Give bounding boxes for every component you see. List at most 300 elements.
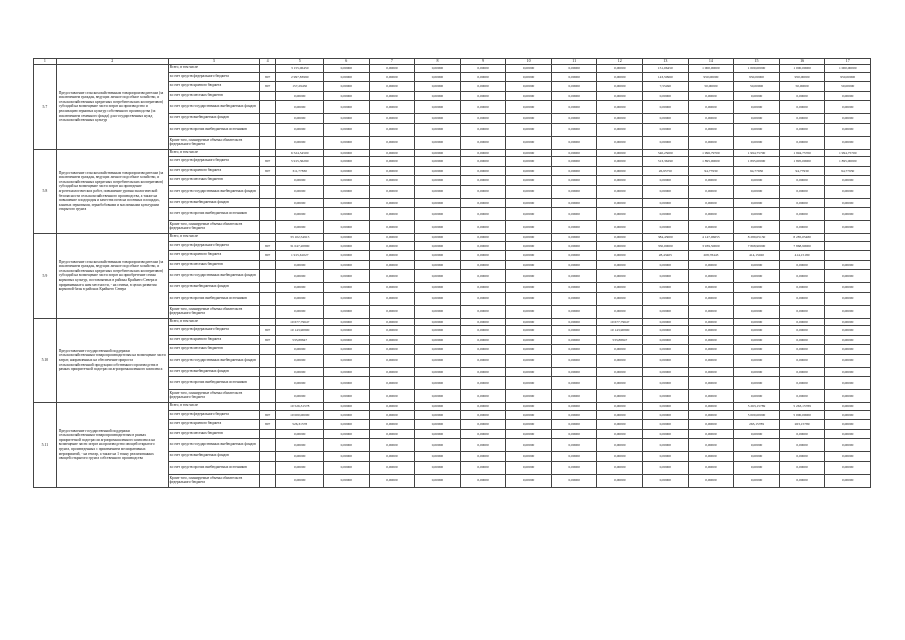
- amount-cell: 0,00000: [734, 326, 780, 336]
- column-number-9: 9: [460, 59, 506, 65]
- amount-cell: 0,00000: [551, 157, 597, 167]
- funding-source: за счет средств краевого бюджета: [168, 251, 259, 261]
- amount-cell: 0,00000: [825, 377, 871, 390]
- amount-cell: 0,00000: [506, 234, 552, 242]
- budget-code: [259, 260, 276, 270]
- amount-cell: 0,00000: [324, 461, 370, 474]
- budget-sheet: [33, 58, 871, 596]
- amount-cell: 0,00000: [276, 91, 324, 101]
- budget-code: [259, 452, 276, 462]
- amount-cell: 0,00000: [688, 354, 734, 367]
- amount-cell: 0,00000: [369, 292, 415, 305]
- amount-cell: 513,36290: [643, 157, 689, 167]
- amount-cell: 0,00000: [551, 101, 597, 114]
- budget-code: [259, 318, 276, 326]
- amount-cell: 0,00000: [551, 185, 597, 198]
- amount-cell: 6 524,54500: [276, 149, 324, 157]
- amount-cell: 0,00000: [415, 123, 461, 136]
- amount-cell: 0,00000: [643, 345, 689, 355]
- amount-cell: 0,00000: [415, 474, 461, 487]
- amount-cell: 0,00000: [551, 326, 597, 336]
- amount-cell: 0,00000: [460, 149, 506, 157]
- amount-cell: 0,00000: [734, 123, 780, 136]
- amount-cell: 0,00000: [734, 452, 780, 462]
- table-row: [34, 65, 871, 73]
- amount-cell: 0,00000: [825, 452, 871, 462]
- amount-cell: 0,00000: [825, 354, 871, 367]
- funding-source: Всего, в том числе: [168, 234, 259, 242]
- amount-cell: 0,00000: [460, 410, 506, 420]
- column-number-7: 7: [369, 59, 415, 65]
- amount-cell: 0,00000: [369, 82, 415, 92]
- amount-cell: 540,25000: [643, 149, 689, 157]
- amount-cell: 0,00000: [825, 270, 871, 283]
- amount-cell: 0,00000: [415, 149, 461, 157]
- column-number-14: 14: [688, 59, 734, 65]
- amount-cell: 0,00000: [324, 420, 370, 430]
- amount-cell: 0,00000: [779, 260, 825, 270]
- amount-cell: 0,00000: [825, 474, 871, 487]
- amount-cell: 0,00000: [415, 305, 461, 318]
- amount-cell: 0,00000: [415, 101, 461, 114]
- funding-source: Всего, в том числе: [168, 403, 259, 411]
- amount-cell: 0,00000: [324, 335, 370, 345]
- amount-cell: 0,00000: [551, 176, 597, 186]
- funding-source: Кроме того, планируемые объемы обязательств федерального бюджета: [168, 221, 259, 234]
- amount-cell: 0,00000: [779, 439, 825, 452]
- column-number-13: 13: [643, 59, 689, 65]
- amount-cell: 0,00000: [597, 65, 643, 73]
- budget-code: [259, 149, 276, 157]
- amount-cell: 0,00000: [415, 221, 461, 234]
- amount-cell: 0,00000: [276, 136, 324, 149]
- amount-cell: 0,00000: [506, 390, 552, 403]
- funding-source: за счет средств местных бюджетов: [168, 176, 259, 186]
- budget-code: [259, 198, 276, 208]
- amount-cell: 0,00000: [506, 452, 552, 462]
- amount-cell: [825, 251, 871, 261]
- budget-code: [259, 367, 276, 377]
- amount-cell: 0,00000: [825, 439, 871, 452]
- amount-cell: 526,31578: [276, 420, 324, 430]
- amount-cell: 0,00000: [415, 82, 461, 92]
- amount-cell: 0,00000: [643, 221, 689, 234]
- budget-code: [259, 354, 276, 367]
- amount-cell: 0,00000: [276, 474, 324, 487]
- amount-cell: 0,00000: [779, 91, 825, 101]
- amount-cell: 0,00000: [324, 283, 370, 293]
- amount-cell: 0,00000: [825, 208, 871, 221]
- amount-cell: 0,00000: [369, 208, 415, 221]
- amount-cell: 0,00000: [825, 185, 871, 198]
- amount-cell: 0,00000: [369, 221, 415, 234]
- amount-cell: 0,00000: [460, 354, 506, 367]
- funding-source: за счет средств федерального бюджета: [168, 241, 259, 251]
- amount-cell: 0,00000: [825, 429, 871, 439]
- amount-cell: 0,00000: [551, 221, 597, 234]
- amount-cell: 0,00000: [369, 283, 415, 293]
- amount-cell: 0,00000: [369, 270, 415, 283]
- amount-cell: 0,00000: [415, 318, 461, 326]
- amount-cell: 4 147,06655: [688, 234, 734, 242]
- amount-cell: 0,00000: [597, 377, 643, 390]
- amount-cell: 0,00000: [324, 390, 370, 403]
- amount-cell: 0,00000: [276, 439, 324, 452]
- amount-cell: 0,00000: [551, 354, 597, 367]
- amount-cell: 0,00000: [779, 318, 825, 326]
- amount-cell: 0,00000: [369, 326, 415, 336]
- amount-cell: 0,00000: [551, 305, 597, 318]
- amount-cell: 1 994,75700: [734, 149, 780, 157]
- amount-cell: 0,00000: [643, 198, 689, 208]
- amount-cell: 0,00000: [369, 234, 415, 242]
- budget-code: 807: [259, 335, 276, 345]
- amount-cell: 0,00000: [369, 166, 415, 176]
- amount-cell: 0,00000: [551, 390, 597, 403]
- amount-cell: 0,00000: [415, 345, 461, 355]
- budget-code: [259, 114, 276, 124]
- amount-cell: 0,00000: [688, 429, 734, 439]
- amount-cell: 0,00000: [369, 354, 415, 367]
- funding-source: Кроме того, планируемые объемы обязательств федерального бюджета: [168, 390, 259, 403]
- amount-cell: 0,00000: [597, 283, 643, 293]
- amount-cell: 0,00000: [643, 439, 689, 452]
- amount-cell: 0,00000: [551, 270, 597, 283]
- budget-table: [33, 58, 871, 488]
- amount-cell: 7 868,90000: [779, 241, 825, 251]
- amount-cell: 0,00000: [415, 136, 461, 149]
- funding-source: за счет средств краевого бюджета: [168, 166, 259, 176]
- amount-cell: 0,00000: [415, 91, 461, 101]
- amount-cell: 0,00000: [597, 260, 643, 270]
- column-number-10: 10: [506, 59, 552, 65]
- amount-cell: 31 047,20890: [276, 241, 324, 251]
- amount-cell: 0,00000: [415, 354, 461, 367]
- budget-table-body: [34, 59, 871, 488]
- amount-cell: 1 000,00000: [688, 65, 734, 73]
- amount-cell: 0,00000: [324, 439, 370, 452]
- amount-cell: 0,00000: [324, 318, 370, 326]
- amount-cell: 0,00000: [324, 123, 370, 136]
- amount-cell: 0,00000: [506, 149, 552, 157]
- amount-cell: 0,00000: [643, 461, 689, 474]
- amount-cell: 0,00000: [324, 221, 370, 234]
- amount-cell: 0,00000: [276, 345, 324, 355]
- amount-cell: 0,00000: [825, 403, 871, 411]
- amount-cell: 0,00000: [506, 305, 552, 318]
- amount-cell: 0,00000: [779, 335, 825, 345]
- amount-cell: 0,00000: [369, 157, 415, 167]
- budget-code: [259, 292, 276, 305]
- funding-source: за счет средств краевого бюджета: [168, 335, 259, 345]
- amount-cell: 0,00000: [734, 136, 780, 149]
- amount-cell: 0,00000: [597, 390, 643, 403]
- budget-code: [259, 208, 276, 221]
- amount-cell: 0,00000: [324, 474, 370, 487]
- amount-cell: 0,00000: [551, 420, 597, 430]
- amount-cell: 0,00000: [688, 410, 734, 420]
- amount-cell: 0,00000: [369, 390, 415, 403]
- amount-cell: 0,00000: [460, 198, 506, 208]
- amount-cell: 0,00000: [597, 251, 643, 261]
- amount-cell: 0,00000: [324, 198, 370, 208]
- amount-cell: 0,00000: [734, 221, 780, 234]
- funding-source: за счет средств прочих внебюджетных источников: [168, 461, 259, 474]
- amount-cell: 0,00000: [688, 390, 734, 403]
- amount-cell: 0,00000: [643, 136, 689, 149]
- amount-cell: 0,00000: [506, 114, 552, 124]
- amount-cell: 0,00000: [276, 221, 324, 234]
- budget-code: [259, 101, 276, 114]
- amount-cell: [825, 234, 871, 242]
- table-row: [34, 149, 871, 157]
- amount-cell: 0,00000: [597, 429, 643, 439]
- amount-cell: 0,00000: [460, 123, 506, 136]
- amount-cell: 0,00000: [415, 420, 461, 430]
- amount-cell: 0,00000: [643, 270, 689, 283]
- amount-cell: 0,00000: [415, 176, 461, 186]
- amount-cell: [825, 241, 871, 251]
- amount-cell: 0,00000: [324, 157, 370, 167]
- amount-cell: 0,00000: [460, 72, 506, 82]
- amount-cell: 0,00000: [460, 82, 506, 92]
- amount-cell: 0,00000: [597, 305, 643, 318]
- budget-code: [259, 136, 276, 149]
- amount-cell: 0,00000: [734, 377, 780, 390]
- amount-cell: 0,00000: [324, 114, 370, 124]
- amount-cell: 0,00000: [643, 305, 689, 318]
- amount-cell: 0,00000: [324, 345, 370, 355]
- funding-source: за счет средств государственных внебюджетных фондов: [168, 354, 259, 367]
- amount-cell: 0,00000: [688, 221, 734, 234]
- amount-cell: 0,00000: [643, 283, 689, 293]
- amount-cell: 0,00000: [460, 461, 506, 474]
- amount-cell: 0,00000: [276, 260, 324, 270]
- amount-cell: 0,00000: [551, 72, 597, 82]
- amount-cell: 0,00000: [460, 420, 506, 430]
- amount-cell: 0,00000: [688, 185, 734, 198]
- funding-source: за счет средств внебюджетных фондов: [168, 198, 259, 208]
- amount-cell: 0,00000: [825, 260, 871, 270]
- amount-cell: 0,00000: [276, 367, 324, 377]
- amount-cell: 26,95750: [643, 166, 689, 176]
- amount-cell: 33 102,54915: [276, 234, 324, 242]
- column-number-1: 1: [34, 59, 57, 65]
- amount-cell: 0,00000: [415, 390, 461, 403]
- column-number-12: 12: [597, 59, 643, 65]
- amount-cell: 0,00000: [597, 82, 643, 92]
- amount-cell: 0,00000: [369, 305, 415, 318]
- amount-cell: 10 526,31578: [276, 403, 324, 411]
- amount-cell: 7 868,90000: [734, 241, 780, 251]
- amount-cell: 0,00000: [688, 474, 734, 487]
- funding-source: Всего, в том числе: [168, 149, 259, 157]
- amount-cell: 0,00000: [506, 292, 552, 305]
- amount-cell: 0,00000: [643, 101, 689, 114]
- amount-cell: 0,00000: [506, 176, 552, 186]
- amount-cell: 0,00000: [506, 198, 552, 208]
- amount-cell: 0,00000: [551, 474, 597, 487]
- amount-cell: 10 677,79647: [276, 318, 324, 326]
- amount-cell: 0,00000: [825, 318, 871, 326]
- budget-code: [259, 91, 276, 101]
- amount-cell: 0,00000: [779, 176, 825, 186]
- amount-cell: 1 994,75700: [779, 149, 825, 157]
- amount-cell: 0,00000: [324, 305, 370, 318]
- amount-cell: 0,00000: [324, 234, 370, 242]
- amount-cell: 0,00000: [643, 260, 689, 270]
- amount-cell: 0,00000: [415, 166, 461, 176]
- amount-cell: 0,00000: [276, 176, 324, 186]
- amount-cell: 0,00000: [369, 136, 415, 149]
- amount-cell: 0,00000: [688, 403, 734, 411]
- amount-cell: 0,00000: [369, 345, 415, 355]
- amount-cell: 0,00000: [643, 403, 689, 411]
- amount-cell: 0,00000: [551, 377, 597, 390]
- amount-cell: 0,00000: [369, 198, 415, 208]
- amount-cell: 0,00000: [734, 439, 780, 452]
- amount-cell: 94,77930: [688, 166, 734, 176]
- amount-cell: 0,00000: [324, 176, 370, 186]
- amount-cell: 0,00000: [276, 292, 324, 305]
- amount-cell: 0,00000: [688, 114, 734, 124]
- amount-cell: 1 000,00000: [825, 65, 871, 73]
- amount-cell: 0,00000: [597, 474, 643, 487]
- amount-cell: 0,00000: [551, 149, 597, 157]
- amount-cell: 0,00000: [460, 390, 506, 403]
- amount-cell: 0,00000: [369, 260, 415, 270]
- measure-number: 5.7: [34, 65, 57, 150]
- amount-cell: 94,77930: [734, 166, 780, 176]
- amount-cell: 0,00000: [551, 91, 597, 101]
- amount-cell: 0,00000: [506, 474, 552, 487]
- amount-cell: 0,00000: [324, 72, 370, 82]
- amount-cell: 1 895,00000: [825, 157, 871, 167]
- funding-source: за счет средств прочих внебюджетных источников: [168, 377, 259, 390]
- amount-cell: 0,00000: [276, 377, 324, 390]
- amount-cell: 0,00000: [324, 429, 370, 439]
- funding-source: Кроме того, планируемые объемы обязательств федерального бюджета: [168, 305, 259, 318]
- amount-cell: 0,00000: [597, 176, 643, 186]
- amount-cell: 0,00000: [688, 345, 734, 355]
- amount-cell: 0,00000: [324, 377, 370, 390]
- amount-cell: 0,00000: [276, 185, 324, 198]
- amount-cell: 0,00000: [688, 91, 734, 101]
- amount-cell: 0,00000: [276, 208, 324, 221]
- amount-cell: 0,00000: [324, 82, 370, 92]
- amount-cell: 0,00000: [415, 283, 461, 293]
- amount-cell: 0,00000: [415, 461, 461, 474]
- amount-cell: 0,00000: [415, 377, 461, 390]
- amount-cell: 0,00000: [551, 241, 597, 251]
- funding-source: за счет средств государственных внебюджетных фондов: [168, 439, 259, 452]
- amount-cell: 0,00000: [276, 429, 324, 439]
- table-row: [34, 318, 871, 326]
- amount-cell: 0,00000: [506, 335, 552, 345]
- amount-cell: 0,00000: [825, 345, 871, 355]
- amount-cell: 0,00000: [597, 114, 643, 124]
- budget-code: 807: [259, 410, 276, 420]
- amount-cell: 0,00000: [415, 157, 461, 167]
- amount-cell: 0,00000: [825, 123, 871, 136]
- amount-cell: 533,88847: [597, 335, 643, 345]
- amount-cell: 0,00000: [688, 176, 734, 186]
- amount-cell: 5 000,00000: [734, 410, 780, 420]
- amount-cell: 0,00000: [643, 354, 689, 367]
- amount-cell: 350,00000: [643, 241, 689, 251]
- budget-code: [259, 176, 276, 186]
- amount-cell: 533,88847: [276, 335, 324, 345]
- amount-cell: 0,00000: [779, 221, 825, 234]
- amount-cell: 0,00000: [415, 208, 461, 221]
- amount-cell: 0,00000: [779, 461, 825, 474]
- amount-cell: 0,00000: [825, 292, 871, 305]
- measure-name: Предоставление сельскохозяйственным товаропроизводителям (за исключением граждан, ведущих личное подсобное хозяйство, и сельскохозяйственных кредитных потребительских кооперативов) субсидий на возмещение части затрат на проведение агротехнологических работ, повышение уровня экологической безопасности сельскохозяйственного производства, а также на повышение плодородия и качества почв на посевных площадях, занятых зерновыми, зернобобовыми и масличными культурами открытого грунта: [56, 149, 168, 234]
- amount-cell: 0,00000: [506, 65, 552, 73]
- amount-cell: 0,00000: [688, 420, 734, 430]
- funding-source: за счет средств краевого бюджета: [168, 420, 259, 430]
- amount-cell: 0,00000: [506, 461, 552, 474]
- amount-cell: 8 289,05130: [734, 234, 780, 242]
- amount-cell: 0,00000: [506, 157, 552, 167]
- amount-cell: 0,00000: [734, 91, 780, 101]
- amount-cell: 0,00000: [506, 354, 552, 367]
- budget-code: 807: [259, 251, 276, 261]
- amount-cell: 28,43405: [643, 251, 689, 261]
- amount-cell: 0,00000: [734, 114, 780, 124]
- amount-cell: 0,00000: [551, 166, 597, 176]
- amount-cell: 2 997,83990: [276, 72, 324, 82]
- amount-cell: 3 939,50000: [688, 241, 734, 251]
- amount-cell: 1 000,00000: [779, 65, 825, 73]
- amount-cell: 0,00000: [734, 260, 780, 270]
- amount-cell: 0,00000: [779, 429, 825, 439]
- amount-cell: 0,00000: [369, 367, 415, 377]
- budget-code: [259, 345, 276, 355]
- amount-cell: 0,00000: [779, 367, 825, 377]
- amount-cell: 0,00000: [551, 403, 597, 411]
- amount-cell: 0,00000: [825, 410, 871, 420]
- amount-cell: 0,00000: [551, 283, 597, 293]
- amount-cell: 0,00000: [597, 234, 643, 242]
- amount-cell: 0,00000: [779, 452, 825, 462]
- amount-cell: 7,55490: [643, 82, 689, 92]
- amount-cell: 0,00000: [825, 136, 871, 149]
- amount-cell: 0,00000: [276, 270, 324, 283]
- amount-cell: 0,00000: [825, 367, 871, 377]
- amount-cell: 0,00000: [551, 136, 597, 149]
- amount-cell: 0,00000: [734, 461, 780, 474]
- amount-cell: 0,00000: [551, 367, 597, 377]
- amount-cell: 0,00000: [688, 377, 734, 390]
- funding-source: за счет средств прочих внебюджетных источников: [168, 123, 259, 136]
- amount-cell: 0,00000: [643, 390, 689, 403]
- amount-cell: 50,00000: [688, 82, 734, 92]
- amount-cell: 0,00000: [324, 166, 370, 176]
- amount-cell: 0,00000: [369, 149, 415, 157]
- amount-cell: 0,00000: [324, 292, 370, 305]
- budget-code: 807: [259, 241, 276, 251]
- amount-cell: 0,00000: [643, 335, 689, 345]
- amount-cell: 0,00000: [415, 452, 461, 462]
- amount-cell: 0,00000: [506, 241, 552, 251]
- budget-code: [259, 283, 276, 293]
- amount-cell: 0,00000: [688, 283, 734, 293]
- amount-cell: 0,00000: [415, 367, 461, 377]
- amount-cell: 0,00000: [369, 65, 415, 73]
- amount-cell: 0,00000: [688, 136, 734, 149]
- amount-cell: 0,00000: [369, 410, 415, 420]
